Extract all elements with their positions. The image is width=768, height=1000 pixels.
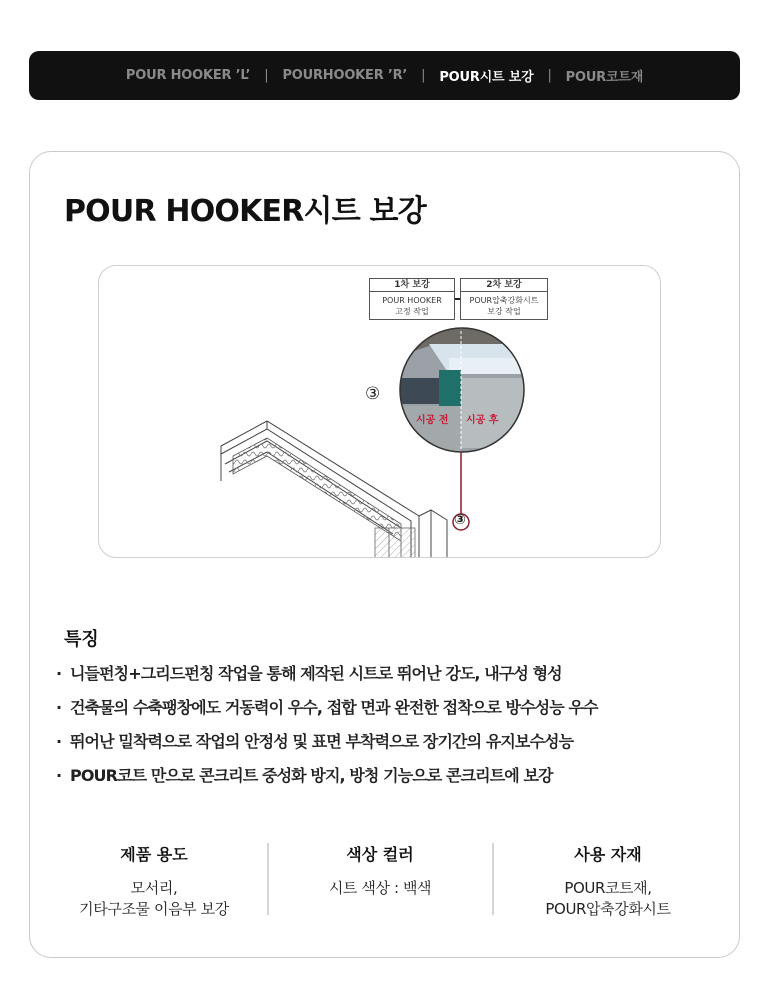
nav-item-pour-hooker-l[interactable]: POUR HOOKER ’L’ — [125, 68, 251, 83]
spec-material-line-1: POUR코트재, — [564, 879, 652, 897]
features-list — [56, 662, 598, 798]
bullet: · — [56, 732, 62, 751]
spec-material-line-2: POUR압축강화시트 — [545, 900, 671, 918]
spec-color — [280, 842, 480, 899]
product-card — [29, 151, 740, 958]
construction-diagram — [98, 265, 661, 558]
nav-separator: | — [264, 68, 269, 83]
spec-divider — [267, 843, 269, 915]
step-2-box — [460, 278, 548, 320]
spec-usage — [54, 842, 254, 920]
feature-text: 뛰어난 밀착력으로 작업의 안정성 및 표면 부착력으로 장기간의 유지보수성능 — [70, 732, 574, 751]
callout-number-bottom: ③ — [454, 512, 466, 528]
step-2-body — [461, 292, 547, 317]
top-nav — [29, 51, 740, 100]
spec-usage-line-1: 모서리, — [130, 879, 178, 897]
spec-material-value — [508, 872, 708, 920]
detail-zoom-circle — [395, 326, 531, 456]
step-2-line-2: 보강 작업 — [487, 307, 521, 316]
step-1-line-1: POUR HOOKER — [382, 296, 442, 305]
spec-usage-heading: 제품 용도 — [120, 845, 188, 864]
list-item — [56, 662, 598, 696]
feature-text: 니들펀칭+그리드펀칭 작업을 통해 제작된 시트로 뛰어난 강도, 내구성 형성 — [70, 664, 562, 683]
nav-item-pour-hooker-r[interactable]: POURHOOKER ’R’ — [282, 68, 408, 83]
step-2-heading: 2차 보강 — [461, 279, 547, 292]
step-1-body — [370, 292, 454, 317]
bullet: · — [56, 698, 62, 717]
list-item — [56, 696, 598, 730]
feature-text: 건축물의 수축팽창에도 거동력이 우수, 접합 면과 완전한 접착으로 방수성능 우수 — [70, 698, 598, 717]
nav-separator: | — [547, 68, 552, 83]
nav-item-pour-sheet[interactable]: POUR시트 보강 — [439, 70, 534, 85]
page-title: POUR HOOKER시트 보강 — [64, 194, 426, 229]
step-1-box — [369, 278, 455, 320]
step-1-line-2: 고정 작업 — [395, 307, 429, 316]
spec-table — [30, 842, 741, 922]
spec-material-heading: 사용 자재 — [574, 845, 642, 864]
bullet: · — [56, 664, 62, 683]
spec-color-value — [280, 872, 480, 899]
spec-color-heading: 색상 컬러 — [346, 845, 414, 864]
nav-item-pour-coat[interactable]: POUR코트재 — [565, 70, 644, 85]
list-item — [56, 764, 598, 798]
step-1-heading: 1차 보강 — [370, 279, 454, 292]
nav-separator: | — [421, 68, 426, 83]
bullet: · — [56, 766, 62, 785]
wall-hatch — [375, 528, 415, 558]
spec-divider — [492, 843, 494, 915]
feature-text: POUR코트 만으로 콘크리트 중성화 방지, 방청 기능으로 콘크리트에 보강 — [70, 766, 553, 785]
spec-material — [508, 842, 708, 920]
spec-color-line-1: 시트 색상 : 백색 — [328, 879, 432, 897]
list-item — [56, 730, 598, 764]
spec-usage-value — [54, 872, 254, 920]
callout-number-left: ③ — [365, 384, 381, 404]
step-2-line-1: POUR압축강화시트 — [469, 296, 539, 305]
features-title: 특징 — [64, 629, 99, 650]
spec-usage-line-2: 기타구조물 이음부 보강 — [79, 900, 229, 918]
before-label: 시공 전 — [416, 415, 449, 426]
after-label: 시공 후 — [466, 415, 499, 426]
